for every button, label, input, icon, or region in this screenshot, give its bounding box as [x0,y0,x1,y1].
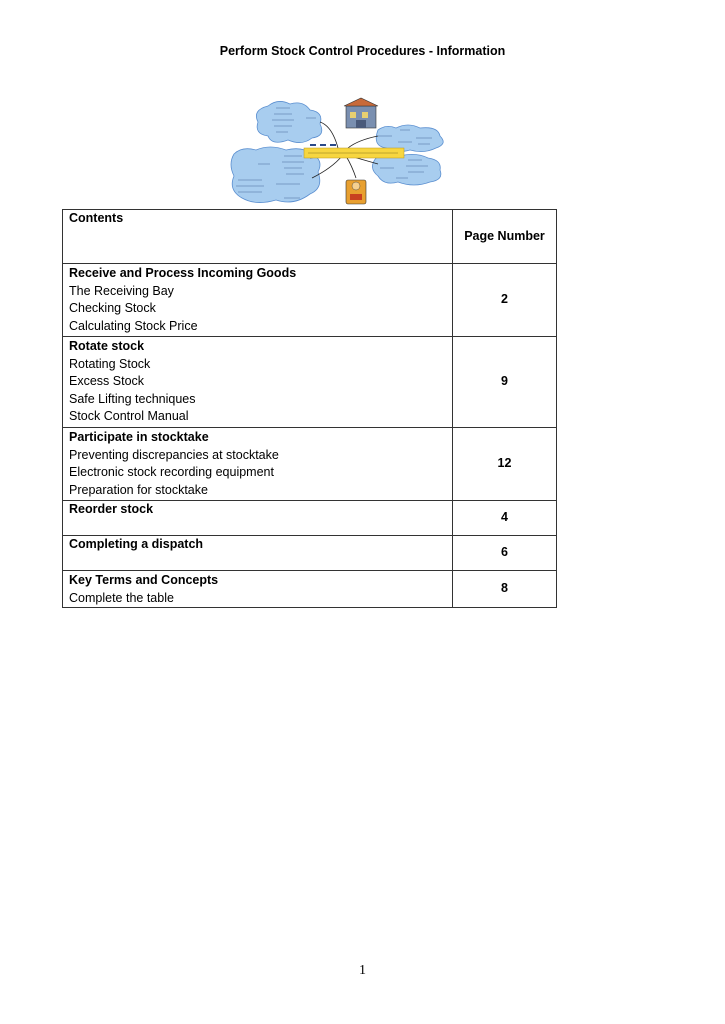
header-contents: Contents [63,210,453,264]
section-cell [63,536,453,571]
section-item: Rotating Stock [69,356,151,371]
table-row [63,337,557,428]
section-item: Safe Lifting techniques [69,391,196,406]
section-item: Checking Stock [69,301,156,316]
section-item: The Receiving Bay [69,283,174,298]
header-page-number: Page Number [453,210,557,264]
table-header-row [63,210,557,264]
section-page-number: 8 [453,571,557,608]
page-title: Perform Stock Control Procedures - Information [219,44,506,58]
warehouse-icon [344,98,378,128]
section-title: Participate in stocktake [69,430,209,444]
contents-table [62,209,557,608]
table-row [63,428,557,501]
topic-banner [304,148,404,158]
page-footer-number: 1 [359,963,366,978]
figure-icon [346,180,366,204]
section-item: Stock Control Manual [69,409,189,424]
cloud-right-bottom-icon [372,154,440,185]
section-page-number: 9 [453,337,557,428]
section-page-number: 2 [453,264,557,337]
cloud-top-left-icon [256,101,321,142]
section-item: Complete the table [69,590,174,605]
section-page-number: 4 [453,501,557,536]
table-row [63,571,557,608]
section-title: Key Terms and Concepts [69,573,219,587]
table-row [63,536,557,571]
section-cell [63,337,453,428]
section-item: Preventing discrepancies at stocktake [69,447,279,462]
section-page-number: 6 [453,536,557,571]
section-cell [63,501,453,536]
section-item: Calculating Stock Price [69,318,198,333]
table-row [63,264,557,337]
section-title: Rotate stock [69,339,145,353]
dash-markers [310,144,336,146]
section-item: Electronic stock recording equipment [69,465,274,480]
section-cell [63,428,453,501]
cloud-right-top-icon [376,125,443,152]
table-row [63,501,557,536]
section-cell [63,264,453,337]
section-item: Preparation for stocktake [69,482,208,497]
section-title: Reorder stock [69,502,154,516]
section-cell [63,571,453,608]
section-title: Receive and Process Incoming Goods [69,266,297,280]
section-title: Completing a dispatch [69,537,204,551]
section-item: Excess Stock [69,374,145,389]
mind-map-image [228,96,448,208]
section-page-number: 12 [453,428,557,501]
